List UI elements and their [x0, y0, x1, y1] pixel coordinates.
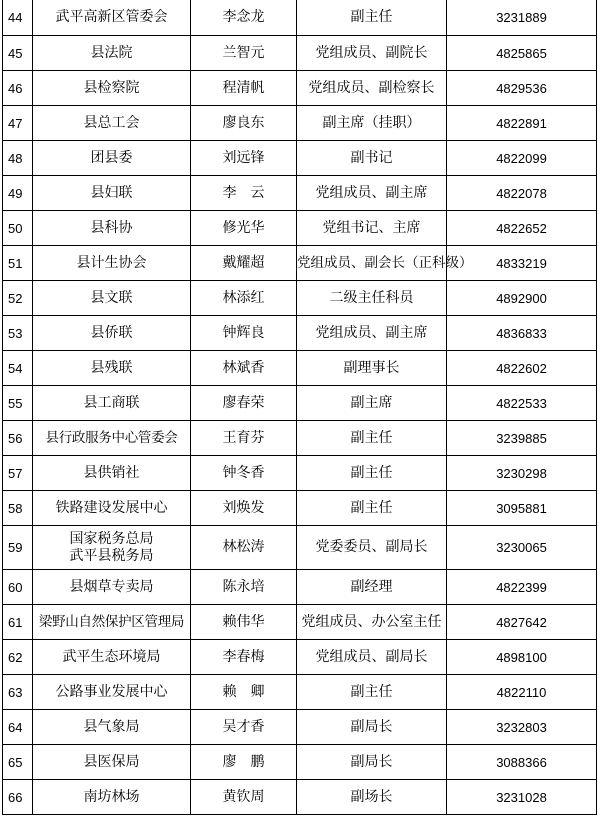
row-number: 46 [3, 71, 33, 106]
unit-name: 武平高新区管委会 [33, 0, 191, 36]
unit-name: 县科协 [33, 211, 191, 246]
row-number: 44 [3, 0, 33, 36]
position-title: 副主席（挂职） [297, 106, 447, 141]
position-title: 副局长 [297, 745, 447, 780]
table-row [3, 570, 597, 605]
row-number: 57 [3, 456, 33, 491]
unit-name: 南坊林场 [33, 780, 191, 815]
person-name: 林斌香 [191, 351, 297, 386]
contact-table-body [3, 0, 597, 815]
phone-number: 4822891 [447, 106, 597, 141]
unit-name: 县行政服务中心管委会 [33, 421, 191, 456]
phone-number: 4898100 [447, 640, 597, 675]
position-title: 副主任 [297, 491, 447, 526]
unit-name: 团县委 [33, 141, 191, 176]
position-title: 党组书记、主席 [297, 211, 447, 246]
table-row [3, 106, 597, 141]
person-name: 李 云 [191, 176, 297, 211]
phone-number: 4822533 [447, 386, 597, 421]
row-number: 66 [3, 780, 33, 815]
row-number: 53 [3, 316, 33, 351]
position-title: 党组成员、副会长（正科级） [297, 246, 447, 281]
unit-name: 公路事业发展中心 [33, 675, 191, 710]
row-number: 45 [3, 36, 33, 71]
table-row [3, 675, 597, 710]
phone-number: 4836833 [447, 316, 597, 351]
unit-name: 县妇联 [33, 176, 191, 211]
unit-name-line: 武平县税务局 [69, 547, 154, 564]
table-row [3, 386, 597, 421]
row-number: 65 [3, 745, 33, 780]
person-name: 刘焕发 [191, 491, 297, 526]
row-number: 51 [3, 246, 33, 281]
row-number: 55 [3, 386, 33, 421]
position-title: 副局长 [297, 710, 447, 745]
person-name: 吴才香 [191, 710, 297, 745]
position-title: 副主任 [297, 456, 447, 491]
position-title: 副主席 [297, 386, 447, 421]
unit-name: 梁野山自然保护区管理局 [33, 605, 191, 640]
unit-name: 县文联 [33, 281, 191, 316]
position-title: 副场长 [297, 780, 447, 815]
table-row [3, 526, 597, 570]
unit-name: 铁路建设发展中心 [33, 491, 191, 526]
table-row [3, 36, 597, 71]
phone-number: 3239885 [447, 421, 597, 456]
phone-number: 4822602 [447, 351, 597, 386]
person-name: 赖伟华 [191, 605, 297, 640]
position-title: 二级主任科员 [297, 281, 447, 316]
row-number: 59 [3, 526, 33, 570]
person-name: 廖春荣 [191, 386, 297, 421]
table-row [3, 176, 597, 211]
phone-number: 4822399 [447, 570, 597, 605]
row-number: 60 [3, 570, 33, 605]
table-row [3, 71, 597, 106]
unit-name-line: 国家税务总局 [69, 530, 154, 547]
position-title: 党组成员、副院长 [297, 36, 447, 71]
table-row [3, 316, 597, 351]
phone-number: 3095881 [447, 491, 597, 526]
phone-number: 4892900 [447, 281, 597, 316]
unit-name: 县气象局 [33, 710, 191, 745]
row-number: 47 [3, 106, 33, 141]
table-row [3, 745, 597, 780]
person-name: 李念龙 [191, 0, 297, 36]
person-name: 刘远锋 [191, 141, 297, 176]
phone-number: 4822099 [447, 141, 597, 176]
position-title: 党委委员、副局长 [297, 526, 447, 570]
phone-number: 3231889 [447, 0, 597, 36]
phone-number: 4833219 [447, 246, 597, 281]
phone-number: 3232803 [447, 710, 597, 745]
table-row [3, 0, 597, 36]
row-number: 56 [3, 421, 33, 456]
position-title: 副主任 [297, 0, 447, 36]
person-name: 修光华 [191, 211, 297, 246]
table-row [3, 141, 597, 176]
position-title: 副经理 [297, 570, 447, 605]
person-name: 廖良东 [191, 106, 297, 141]
unit-name: 县烟草专卖局 [33, 570, 191, 605]
person-name: 黄钦周 [191, 780, 297, 815]
position-title: 副书记 [297, 141, 447, 176]
table-row [3, 351, 597, 386]
position-title: 党组成员、办公室主任 [297, 605, 447, 640]
row-number: 61 [3, 605, 33, 640]
row-number: 62 [3, 640, 33, 675]
unit-name: 县残联 [33, 351, 191, 386]
phone-number: 4822652 [447, 211, 597, 246]
row-number: 48 [3, 141, 33, 176]
person-name: 陈永培 [191, 570, 297, 605]
position-title: 副主任 [297, 421, 447, 456]
unit-name: 县计生协会 [33, 246, 191, 281]
person-name: 钟冬香 [191, 456, 297, 491]
phone-number: 3230065 [447, 526, 597, 570]
position-title: 副理事长 [297, 351, 447, 386]
phone-number: 4825865 [447, 36, 597, 71]
table-row [3, 456, 597, 491]
row-number: 64 [3, 710, 33, 745]
row-number: 52 [3, 281, 33, 316]
table-row [3, 211, 597, 246]
phone-number: 3230298 [447, 456, 597, 491]
person-name: 程清帆 [191, 71, 297, 106]
contact-table [2, 0, 597, 815]
row-number: 49 [3, 176, 33, 211]
phone-number: 3088366 [447, 745, 597, 780]
row-number: 63 [3, 675, 33, 710]
person-name: 赖 卿 [191, 675, 297, 710]
person-name: 王育芬 [191, 421, 297, 456]
row-number: 54 [3, 351, 33, 386]
unit-name: 县侨联 [33, 316, 191, 351]
table-row [3, 246, 597, 281]
position-title: 党组成员、副主席 [297, 316, 447, 351]
phone-number: 4829536 [447, 71, 597, 106]
unit-name: 武平生态环境局 [33, 640, 191, 675]
person-name: 兰智元 [191, 36, 297, 71]
person-name: 廖 鹏 [191, 745, 297, 780]
person-name: 李春梅 [191, 640, 297, 675]
table-row [3, 491, 597, 526]
position-title: 党组成员、副主席 [297, 176, 447, 211]
unit-name: 县医保局 [33, 745, 191, 780]
phone-number: 4822110 [447, 675, 597, 710]
position-title: 党组成员、副检察长 [297, 71, 447, 106]
unit-name: 县工商联 [33, 386, 191, 421]
table-row [3, 605, 597, 640]
unit-name: 县供销社 [33, 456, 191, 491]
row-number: 58 [3, 491, 33, 526]
table-row [3, 640, 597, 675]
table-row [3, 780, 597, 815]
phone-number: 4822078 [447, 176, 597, 211]
phone-number: 3231028 [447, 780, 597, 815]
person-name: 戴耀超 [191, 246, 297, 281]
person-name: 林添红 [191, 281, 297, 316]
unit-name: 县总工会 [33, 106, 191, 141]
row-number: 50 [3, 211, 33, 246]
table-row [3, 710, 597, 745]
person-name: 钟辉良 [191, 316, 297, 351]
unit-name [33, 526, 191, 570]
table-row [3, 421, 597, 456]
phone-number: 4827642 [447, 605, 597, 640]
position-title: 副主任 [297, 675, 447, 710]
unit-name: 县检察院 [33, 71, 191, 106]
person-name: 林松涛 [191, 526, 297, 570]
position-title: 党组成员、副局长 [297, 640, 447, 675]
table-row [3, 281, 597, 316]
unit-name: 县法院 [33, 36, 191, 71]
